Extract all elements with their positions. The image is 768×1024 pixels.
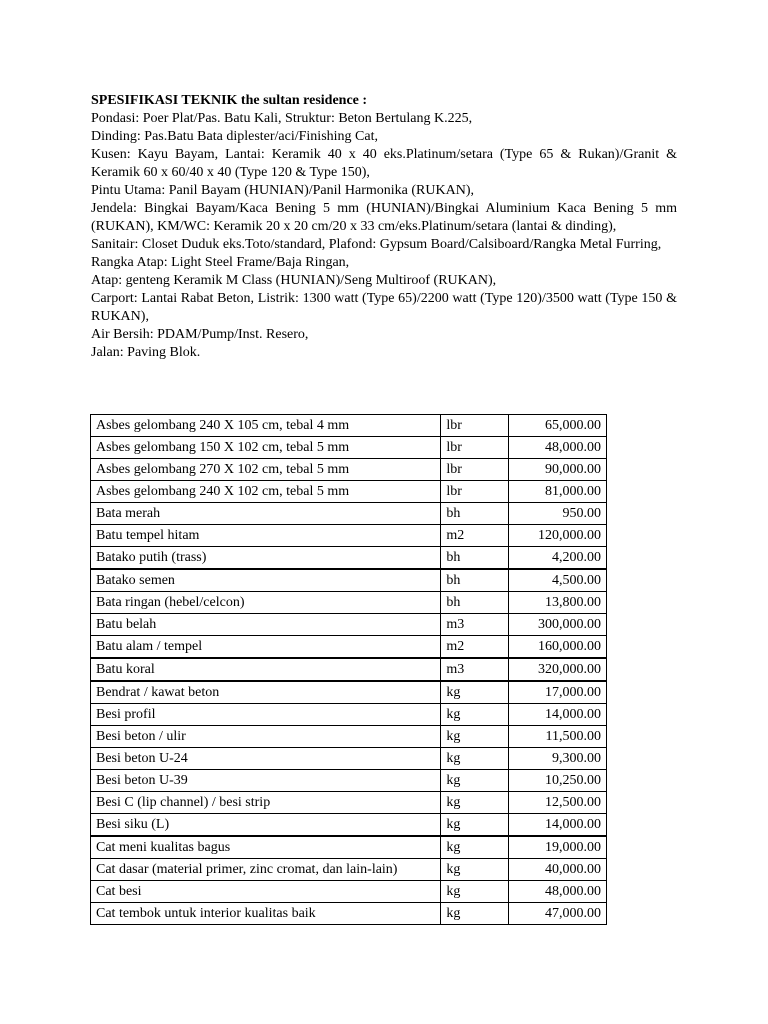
spec-line: Dinding: Pas.Batu Bata diplester/aci/Finishing Cat, [91, 129, 378, 144]
price-cell: 950.00 [509, 503, 607, 525]
unit-cell: bh [441, 592, 509, 614]
price-cell: 4,200.00 [509, 547, 607, 570]
table-row [91, 792, 607, 814]
table-row [91, 748, 607, 770]
material-name-cell: Besi profil [91, 704, 441, 726]
material-name-cell: Besi C (lip channel) / besi strip [91, 792, 441, 814]
table-row [91, 658, 607, 681]
price-cell: 14,000.00 [509, 704, 607, 726]
price-cell: 90,000.00 [509, 459, 607, 481]
spec-section [91, 92, 677, 362]
spec-line: Sanitair: Closet Duduk eks.Toto/standard, Plafond: Gypsum Board/Calsiboard/Rangka Metal Furring, [91, 237, 662, 252]
material-name-cell: Bata ringan (hebel/celcon) [91, 592, 441, 614]
material-name-cell: Batu alam / tempel [91, 636, 441, 659]
unit-cell: lbr [441, 415, 509, 437]
price-cell: 4,500.00 [509, 569, 607, 592]
price-cell: 47,000.00 [509, 903, 607, 925]
spec-line: Jalan: Paving Blok. [91, 345, 201, 360]
table-row [91, 481, 607, 503]
material-name-cell: Batako semen [91, 569, 441, 592]
material-name-cell: Cat dasar (material primer, zinc cromat, dan lain-lain) [91, 859, 441, 881]
unit-cell: kg [441, 903, 509, 925]
price-cell: 160,000.00 [509, 636, 607, 659]
spec-line: Atap: genteng Keramik M Class (HUNIAN)/Seng Multiroof (RUKAN), [91, 273, 497, 288]
price-cell: 10,250.00 [509, 770, 607, 792]
unit-cell: kg [441, 726, 509, 748]
unit-cell: kg [441, 770, 509, 792]
spec-line: Pondasi: Poer Plat/Pas. Batu Kali, Struktur: Beton Bertulang K.225, [91, 111, 473, 126]
unit-cell: kg [441, 748, 509, 770]
table-row [91, 814, 607, 837]
unit-cell: kg [441, 681, 509, 704]
material-name-cell: Asbes gelombang 150 X 102 cm, tebal 5 mm [91, 437, 441, 459]
unit-cell: kg [441, 859, 509, 881]
unit-cell: kg [441, 881, 509, 903]
material-name-cell: Batu koral [91, 658, 441, 681]
material-name-cell: Besi beton U-39 [91, 770, 441, 792]
price-cell: 48,000.00 [509, 437, 607, 459]
material-price-table [90, 414, 607, 925]
price-cell: 320,000.00 [509, 658, 607, 681]
material-name-cell: Asbes gelombang 270 X 102 cm, tebal 5 mm [91, 459, 441, 481]
unit-cell: m3 [441, 658, 509, 681]
material-name-cell: Cat besi [91, 881, 441, 903]
material-name-cell: Besi siku (L) [91, 814, 441, 837]
price-cell: 19,000.00 [509, 836, 607, 859]
unit-cell: kg [441, 814, 509, 837]
table-row [91, 704, 607, 726]
price-cell: 120,000.00 [509, 525, 607, 547]
table-row [91, 547, 607, 570]
spec-line: Pintu Utama: Panil Bayam (HUNIAN)/Panil Harmonika (RUKAN), [91, 183, 474, 198]
table-row [91, 592, 607, 614]
unit-cell: lbr [441, 437, 509, 459]
material-name-cell: Cat meni kualitas bagus [91, 836, 441, 859]
price-cell: 65,000.00 [509, 415, 607, 437]
material-name-cell: Batu tempel hitam [91, 525, 441, 547]
table-row [91, 726, 607, 748]
unit-cell: m2 [441, 525, 509, 547]
table-row [91, 836, 607, 859]
material-name-cell: Asbes gelombang 240 X 102 cm, tebal 5 mm [91, 481, 441, 503]
table-row [91, 437, 607, 459]
material-name-cell: Asbes gelombang 240 X 105 cm, tebal 4 mm [91, 415, 441, 437]
material-name-cell: Bendrat / kawat beton [91, 681, 441, 704]
spec-line: Jendela: Bingkai Bayam/Kaca Bening 5 mm (HUNIAN)/Bingkai Aluminium Kaca Bening 5 mm (RUKAN), KM/WC: Keramik 20 x 20 cm/20 x 33 cm/eks.Platinum/setara (lantai & dinding), [91, 201, 677, 234]
unit-cell: m2 [441, 636, 509, 659]
price-cell: 48,000.00 [509, 881, 607, 903]
material-name-cell: Besi beton U-24 [91, 748, 441, 770]
unit-cell: kg [441, 704, 509, 726]
unit-cell: kg [441, 792, 509, 814]
price-cell: 12,500.00 [509, 792, 607, 814]
unit-cell: lbr [441, 481, 509, 503]
price-cell: 81,000.00 [509, 481, 607, 503]
table-row [91, 525, 607, 547]
spec-line: Rangka Atap: Light Steel Frame/Baja Ringan, [91, 255, 350, 270]
price-cell: 11,500.00 [509, 726, 607, 748]
unit-cell: m3 [441, 614, 509, 636]
price-cell: 14,000.00 [509, 814, 607, 837]
price-cell: 40,000.00 [509, 859, 607, 881]
unit-cell: bh [441, 503, 509, 525]
table-row [91, 770, 607, 792]
table-row [91, 415, 607, 437]
material-name-cell: Cat tembok untuk interior kualitas baik [91, 903, 441, 925]
unit-cell: lbr [441, 459, 509, 481]
material-name-cell: Batu belah [91, 614, 441, 636]
spec-line: Carport: Lantai Rabat Beton, Listrik: 1300 watt (Type 65)/2200 watt (Type 120)/3500 watt (Type 150 & RUKAN), [91, 291, 677, 324]
price-cell: 9,300.00 [509, 748, 607, 770]
table-row [91, 681, 607, 704]
table-row [91, 881, 607, 903]
price-cell: 13,800.00 [509, 592, 607, 614]
unit-cell: kg [441, 836, 509, 859]
table-row [91, 636, 607, 659]
spec-line: Air Bersih: PDAM/Pump/Inst. Resero, [91, 327, 309, 342]
material-name-cell: Besi beton / ulir [91, 726, 441, 748]
spec-line: Kusen: Kayu Bayam, Lantai: Keramik 40 x 40 eks.Platinum/setara (Type 65 & Rukan)/Granit & Keramik 60 x 60/40 x 40 (Type 120 & Type 150), [91, 147, 677, 180]
spec-title: SPESIFIKASI TEKNIK the sultan residence : [91, 93, 368, 108]
table-row [91, 614, 607, 636]
unit-cell: bh [441, 569, 509, 592]
table-row [91, 459, 607, 481]
material-name-cell: Batako putih (trass) [91, 547, 441, 570]
table-row [91, 503, 607, 525]
table-row [91, 903, 607, 925]
table-row [91, 859, 607, 881]
material-name-cell: Bata merah [91, 503, 441, 525]
unit-cell: bh [441, 547, 509, 570]
price-cell: 17,000.00 [509, 681, 607, 704]
price-cell: 300,000.00 [509, 614, 607, 636]
table-row [91, 569, 607, 592]
